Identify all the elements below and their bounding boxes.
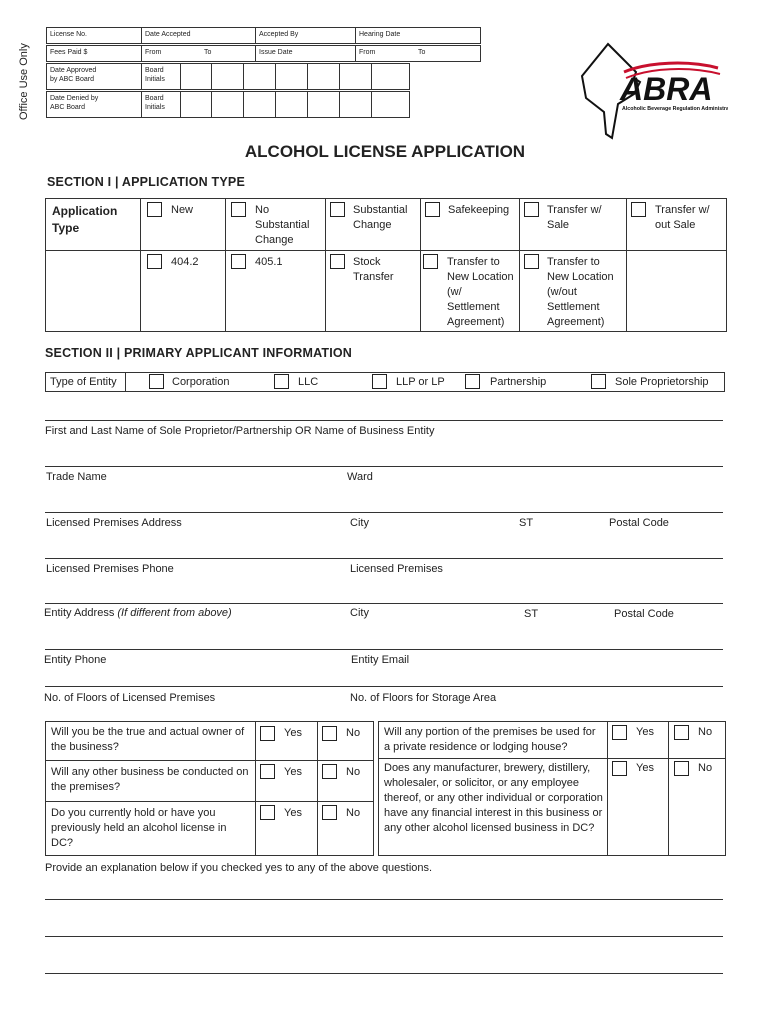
office-initial-box[interactable] [180,63,212,90]
no-label: No [698,762,713,774]
checkbox-financial-yes[interactable] [612,761,627,776]
entity-phone-label: Entity Phone [44,654,107,666]
office-initial-box[interactable] [180,91,212,118]
office-initial-box[interactable] [211,63,244,90]
city-label-2: City [350,607,369,619]
office-initial-box[interactable] [211,91,244,118]
office-date-accepted[interactable]: Date Accepted [141,27,256,44]
premises-address-label: Licensed Premises Address [46,517,182,529]
city-label: City [350,517,369,529]
licensed-premises-label: Licensed Premises [350,563,443,575]
office-date-approved[interactable]: Date Approved by ABC Board [46,63,142,90]
question-prior-license: Do you currently hold or have you previously held an alcohol license in DC? [51,807,227,849]
office-board-initials: Board Initials [141,63,181,90]
explanation-line-1[interactable] [45,899,723,900]
checkbox-stock-transfer[interactable] [330,254,345,269]
divider [45,760,374,761]
checkbox-owner-no[interactable] [322,726,337,741]
floors-label: No. of Floors of Licensed Premises [44,692,216,704]
divider [45,801,374,802]
yes-label: Yes [284,727,302,739]
option-stock-transfer: Stock Transfer [353,256,394,283]
office-initial-box[interactable] [307,63,340,90]
trade-name-label: Trade Name [46,471,107,483]
entity-phone-field[interactable] [45,649,723,650]
no-label: No [346,807,361,819]
option-transfer-with-sale: Transfer w/ Sale [547,204,602,231]
office-initial-box[interactable] [371,91,410,118]
page-title: ALCOHOL LICENSE APPLICATION [244,142,526,161]
office-initial-box[interactable] [371,63,410,90]
explanation-label: Provide an explanation below if you checked yes to any of the above questions. [45,862,433,874]
office-hearing-date[interactable]: Hearing Date [355,27,481,44]
office-initial-box[interactable] [243,91,276,118]
explanation-line-2[interactable] [45,936,723,937]
option-llc: LLC [298,376,319,388]
divider [125,372,126,392]
option-404-2: 404.2 [171,256,199,268]
option-no-substantial-change: No Substantial Change [255,204,310,246]
checkbox-llp-lp[interactable] [372,374,387,389]
option-safekeeping: Safekeeping [448,204,510,216]
entity-address-field[interactable] [45,603,723,604]
checkbox-corporation[interactable] [149,374,164,389]
option-substantial-change: Substantial Change [353,204,408,231]
yes-label: Yes [636,762,654,774]
checkbox-prior-license-yes[interactable] [260,805,275,820]
divider [255,721,256,856]
name-label: First and Last Name of Sole Proprietor/Partnership OR Name of Business Entity [45,425,435,437]
trade-name-field[interactable] [45,466,723,467]
entity-type-label: Type of Entity [50,376,117,388]
checkbox-prior-license-no[interactable] [322,805,337,820]
office-issue-date[interactable]: Issue Date [255,45,356,62]
checkbox-transfer-with-sale[interactable] [524,202,539,217]
divider [140,198,141,332]
floors-field[interactable] [45,686,723,687]
checkbox-transfer-new-location-no-settlement[interactable] [524,254,539,269]
office-initial-box[interactable] [339,91,372,118]
option-405-1: 405.1 [255,256,283,268]
office-initial-box[interactable] [339,63,372,90]
question-residence: Will any portion of the premises be used for a private residence or lodging house? [384,726,596,753]
office-from-to[interactable]: From To [141,45,256,62]
question-owner: Will you be the true and actual owner of the business? [51,726,245,753]
option-transfer-without-sale: Transfer w/ out Sale [655,204,710,231]
divider [420,198,421,332]
divider [626,198,627,332]
option-sole-proprietorship: Sole Proprietorship [615,376,709,388]
divider [45,250,727,251]
no-label: No [346,727,361,739]
no-label: No [698,726,713,738]
option-partnership: Partnership [490,376,547,388]
checkbox-404-2[interactable] [147,254,162,269]
checkbox-residence-yes[interactable] [612,725,627,740]
checkbox-llc[interactable] [274,374,289,389]
divider [668,721,669,856]
checkbox-other-business-no[interactable] [322,764,337,779]
yes-label: Yes [636,726,654,738]
abra-logo [578,42,728,142]
checkbox-sole-proprietorship[interactable] [591,374,606,389]
divider [519,198,520,332]
office-initial-box[interactable] [275,91,308,118]
office-from-to-2[interactable]: From To [355,45,481,62]
entity-email-label: Entity Email [351,654,410,666]
svg-text:ABRA: ABRA [620,71,713,107]
checkbox-owner-yes[interactable] [260,726,275,741]
checkbox-substantial-change[interactable] [330,202,345,217]
question-financial-interest: Does any manufacturer, brewery, distillery, wholesaler, or solicitor, or any employee thereof, or any other individual or corporation have any financial interest in this business or any other alcohol licensed business in DC? [384,762,603,834]
storage-floors-label: No. of Floors for Storage Area [350,692,497,704]
ward-label: Ward [347,471,373,483]
checkbox-new[interactable] [147,202,162,217]
option-corporation: Corporation [172,376,230,388]
no-label: No [346,766,361,778]
office-accepted-by[interactable]: Accepted By [255,27,356,44]
svg-text:Alcoholic Beverage Regulation: Alcoholic Beverage Regulation Administration [622,106,728,112]
office-board-initials-2: Board Initials [141,91,181,118]
divider [378,758,726,759]
divider [317,721,318,856]
checkbox-transfer-without-sale[interactable] [631,202,646,217]
st-label: ST [519,517,534,529]
question-other-business: Will any other business be conducted on the premises? [51,766,249,793]
checkbox-no-substantial-change[interactable] [231,202,246,217]
divider [225,198,226,332]
checkbox-residence-no[interactable] [674,725,689,740]
yes-label: Yes [284,766,302,778]
yes-label: Yes [284,807,302,819]
section-1-heading: SECTION I | APPLICATION TYPE [47,175,246,189]
checkbox-financial-no[interactable] [674,761,689,776]
option-transfer-new-location-no-settlement: Transfer to New Location (w/out Settlement Agreement) [547,256,614,328]
office-initial-box[interactable] [275,63,308,90]
application-type-label: Application Type [52,204,118,235]
checkbox-transfer-new-location-settlement[interactable] [423,254,438,269]
option-llp-lp: LLP or LP [396,376,445,388]
checkbox-405-1[interactable] [231,254,246,269]
divider [325,198,326,332]
office-initial-box[interactable] [243,63,276,90]
postal-code-label-2: Postal Code [614,608,674,620]
office-license-no[interactable]: License No. [46,27,142,44]
name-field[interactable] [45,420,723,421]
premises-phone-field[interactable] [45,558,723,559]
office-date-denied[interactable]: Date Denied by ABC Board [46,91,142,118]
premises-phone-label: Licensed Premises Phone [46,563,174,575]
section-2-heading: SECTION II | PRIMARY APPLICANT INFORMATION [45,346,353,360]
postal-code-label: Postal Code [609,517,669,529]
office-use-label: Office Use Only [18,43,30,120]
office-fees-paid[interactable]: Fees Paid $ [46,45,142,62]
checkbox-partnership[interactable] [465,374,480,389]
entity-address-label: Entity Address (If different from above) [44,607,232,619]
checkbox-safekeeping[interactable] [425,202,440,217]
explanation-line-3[interactable] [45,973,723,974]
premises-address-field[interactable] [45,512,723,513]
checkbox-other-business-yes[interactable] [260,764,275,779]
option-new: New [171,204,194,216]
divider [607,721,608,856]
option-transfer-new-location-settlement: Transfer to New Location (w/ Settlement Agreement) [447,256,514,328]
st-label-2: ST [524,608,539,620]
office-initial-box[interactable] [307,91,340,118]
